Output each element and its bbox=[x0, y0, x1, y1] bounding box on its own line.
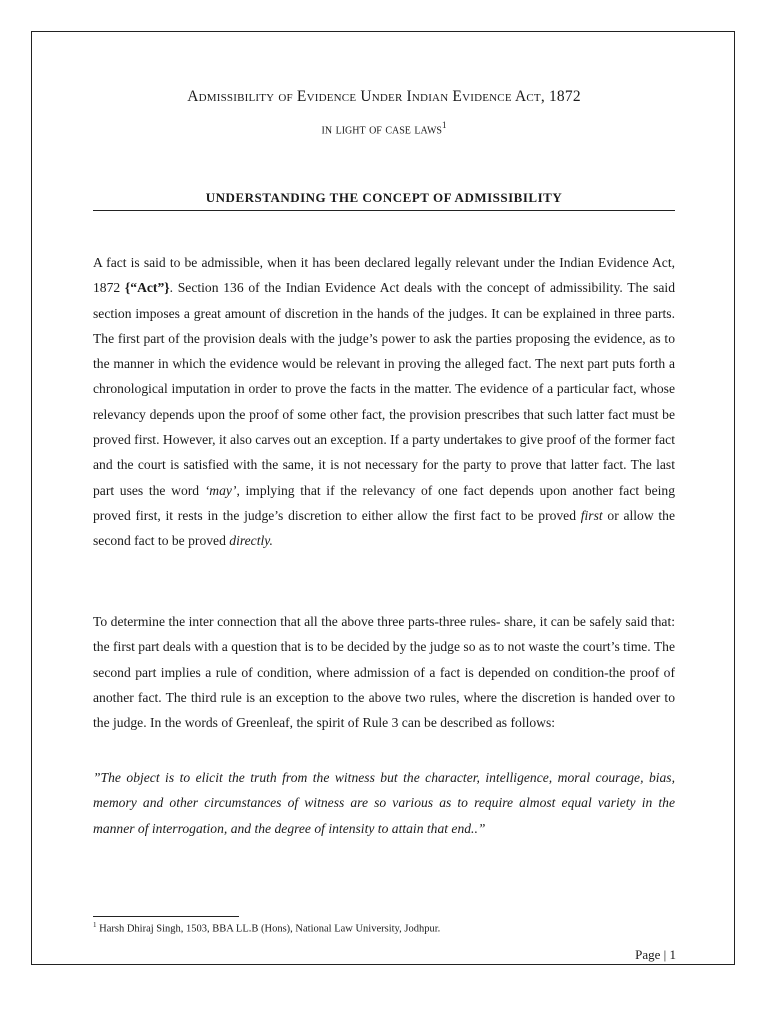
directly-word: directly. bbox=[229, 533, 273, 549]
act-label: {“Act”} bbox=[124, 280, 170, 296]
footnote-text: Harsh Dhiraj Singh, 1503, BBA LL.B (Hons), National Law University, Jodhpur. bbox=[96, 923, 441, 935]
page-number: Page | 1 bbox=[635, 947, 676, 962]
paragraph-1 bbox=[93, 250, 675, 554]
section-heading: UNDERSTANDING THE CONCEPT OF ADMISSIBILITY bbox=[93, 190, 675, 211]
document-title: Admissibility of Evidence Under Indian Evidence Act, 1872 bbox=[187, 88, 581, 105]
footnote bbox=[93, 921, 440, 935]
paragraph-1-part-1: A fact is said to be admissible, when it has been declared legally relevant under the Indian Evidence Act, 1872 bbox=[93, 255, 675, 296]
subtitle-text: in light of case laws bbox=[321, 122, 442, 138]
paragraph-1-part-4: or allow the second fact to be proved bbox=[93, 507, 675, 549]
subtitle-footnote-mark: 1 bbox=[441, 120, 447, 130]
paragraph-1-part-2: . Section 136 of the Indian Evidence Act deals with the concept of admissibility. The said section imposes a great amount of discretion in the hands of the judges. It can be explained in three parts. The first part of the provision deals with the judge’s power to ask the parties proposing the evidence, as to the manner in which the evidence would be relevant in proving the alleged fact. The next part puts forth a chronological imputation in order to prove the facts in the matter. The evidence of a particular fact, whose relevancy depends upon the proof of some other fact, the provision prescribes that such latter fact must be proved first. However, it also carves out an exception. If a party undertakes to give proof of the former fact and the court is satisfied with the same, it is not necessary for the party to prove that latter fact. The last part uses the word bbox=[93, 280, 675, 498]
footnote-mark: 1 bbox=[93, 921, 97, 929]
footnote-divider bbox=[93, 916, 239, 917]
document-subtitle bbox=[0, 120, 768, 139]
greenleaf-quote: ”The object is to elicit the truth from the witness but the character, intelligence, moral courage, bias, memory and other circumstances of witness are so various as to require almost equal variety in the manner of interrogation, and the degree of intensity to attain that end..” bbox=[93, 770, 675, 836]
first-word: first bbox=[580, 507, 603, 523]
paragraph-1-part-3: , implying that if the relevancy of one fact depends upon another fact being proved first, it rests in the judge’s discretion to either allow the first fact to be proved bbox=[93, 482, 675, 523]
may-word: ‘may’ bbox=[204, 482, 237, 498]
paragraph-2: To determine the inter connection that all the above three parts-three rules- share, it can be safely said that: the first part deals with a question that is to be decided by the judge so as to not waste the court’s time. The second part implies a rule of condition, where admission of a fact is depended on condition-the proof of another fact. The third rule is an exception to the above two rules, where the discretion is handed over to the judge. In the words of Greenleaf, the spirit of Rule 3 can be described as follows: bbox=[93, 614, 675, 731]
